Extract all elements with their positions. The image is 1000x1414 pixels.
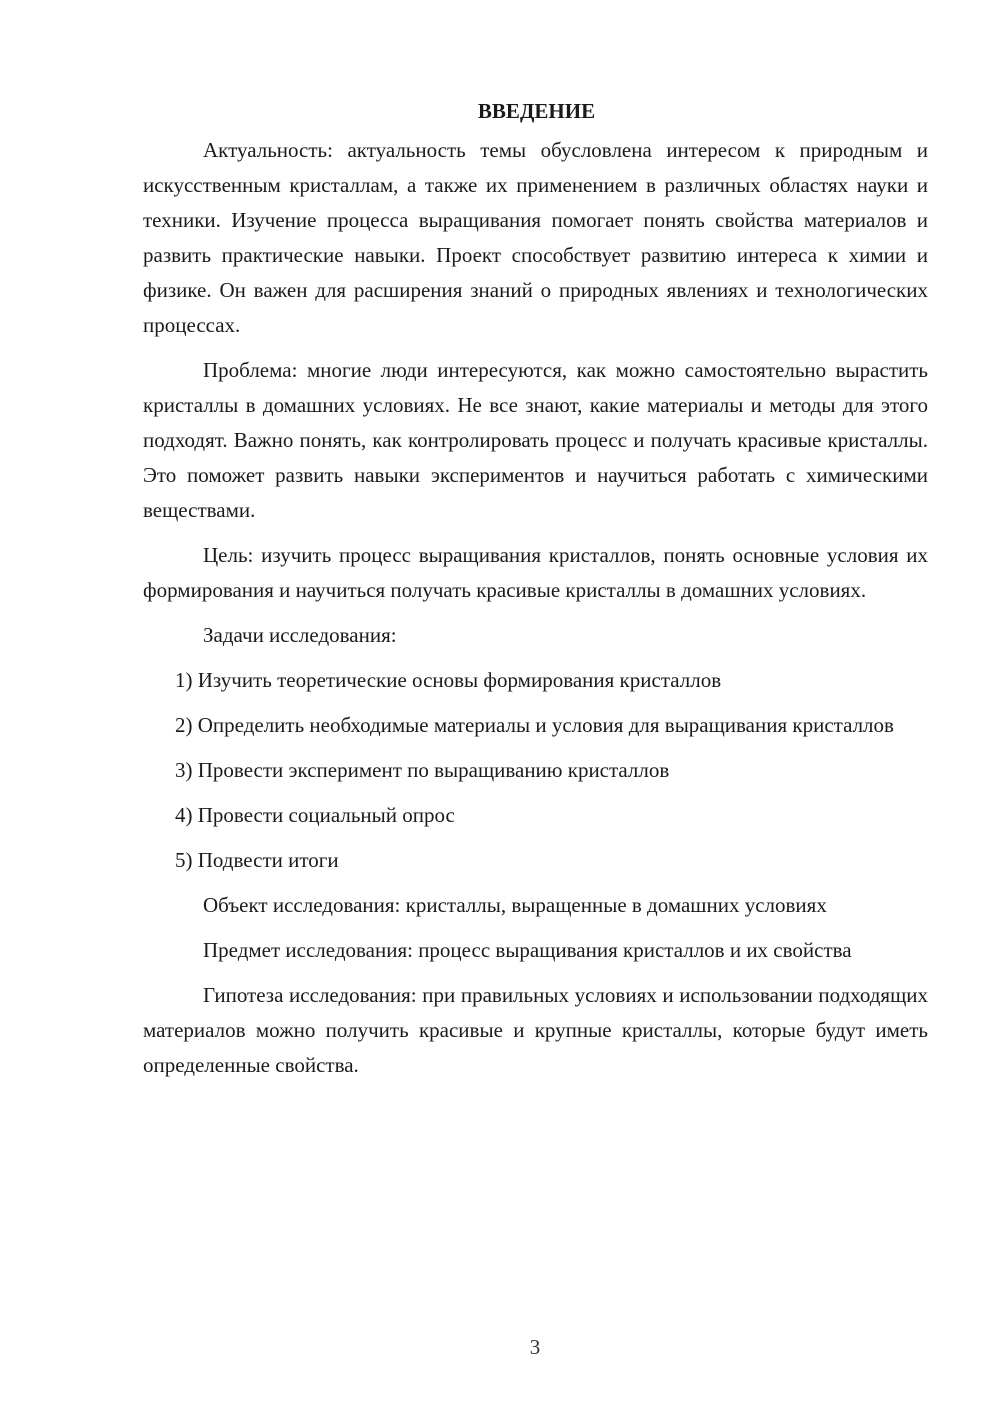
page-number: 3 — [529, 1335, 541, 1359]
page-content — [143, 97, 928, 1093]
object-paragraph: Объект исследования: кристаллы, выращенные в домашних условиях — [203, 893, 827, 917]
task-item: 4) Провести социальный опрос — [175, 803, 455, 827]
page-title: ВВЕДЕНИЕ — [477, 99, 596, 123]
relevance-paragraph: Актуальность: актуальность темы обусловлена интересом к природным и искусственным кристаллам, а также их применением в различных областях науки и техники. Изучение процесса выращивания помогает понять свойства материалов и развить практические навыки. Проект способствует развитию интереса к химии и физике. Он важен для расширения знаний о природных явлениях и технологических процессах. — [143, 138, 928, 337]
task-item: 2) Определить необходимые материалы и условия для выращивания кристаллов — [175, 713, 894, 737]
task-item: 3) Провести эксперимент по выращиванию кристаллов — [175, 758, 670, 782]
task-item: 1) Изучить теоретические основы формирования кристаллов — [175, 668, 722, 692]
tasks-heading: Задачи исследования: — [203, 623, 397, 647]
hypothesis-paragraph: Гипотеза исследования: при правильных условиях и использовании подходящих материалов можно получить красивые и крупные кристаллы, которые будут иметь определенные свойства. — [143, 983, 928, 1077]
goal-paragraph: Цель: изучить процесс выращивания кристаллов, понять основные условия их формирования и научиться получать красивые кристаллы в домашних условиях. — [143, 543, 928, 602]
task-item: 5) Подвести итоги — [175, 848, 339, 872]
tasks-list — [143, 663, 928, 878]
problem-paragraph: Проблема: многие люди интересуются, как можно самостоятельно вырастить кристаллы в домашних условиях. Не все знают, какие материалы и методы для этого подходят. Важно понять, как контролировать процесс и получать красивые кристаллы. Это поможет развить навыки экспериментов и научиться работать с химическими веществами. — [143, 358, 928, 522]
subject-paragraph: Предмет исследования: процесс выращивания кристаллов и их свойства — [203, 938, 852, 962]
